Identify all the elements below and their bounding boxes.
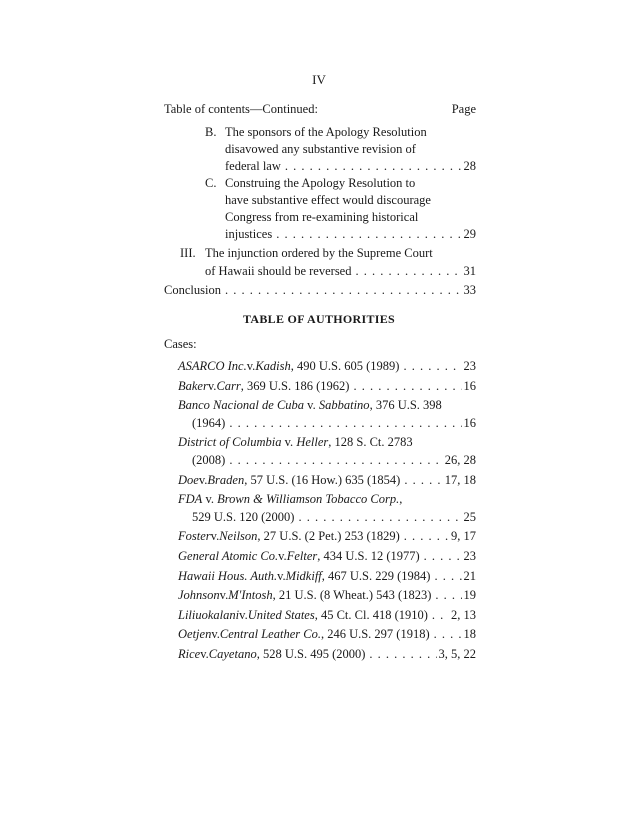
case-party-1: Rice [178, 647, 201, 661]
case-party-2: Midkiff [285, 568, 322, 583]
case-party-2: Braden [207, 472, 245, 487]
case-versus: v. [277, 568, 286, 583]
case-party-1: Banco Nacional de Cuba [178, 398, 305, 413]
authorities-title: TABLE OF AUTHORITIES [242, 312, 396, 326]
case-entry [178, 547, 476, 566]
toc-c-entry [225, 225, 476, 244]
case-versus: v. [304, 398, 319, 413]
leader-dots [225, 281, 462, 300]
case-citation: , 434 U.S. 12 (1977) [317, 549, 420, 563]
case-pages: 19 [463, 588, 476, 603]
case-entry-line2 [192, 451, 476, 470]
leader-dots [229, 414, 461, 433]
leader-dots [435, 586, 461, 605]
toc-iii-marker: III. [180, 246, 196, 260]
case-entry [178, 586, 476, 605]
case-party-2: Brown & Williamson Tobacco Corp. [217, 492, 400, 507]
cases-label: Cases: [164, 337, 197, 351]
case-versus: v. [246, 359, 256, 373]
case-entry [178, 645, 476, 664]
case-pages: 16 [463, 378, 476, 393]
case-entry [178, 471, 476, 490]
leader-dots [434, 567, 461, 586]
toc-c-marker: C. [205, 176, 217, 190]
case-pages: 21 [463, 568, 476, 583]
case-pages: 18 [463, 627, 476, 642]
toc-header-title: Table of contents—Continued: [164, 102, 318, 116]
case-party-1: District of Columbia [178, 435, 282, 450]
case-party-1: Oetjen [178, 627, 212, 642]
case-party-1: Johnson [178, 588, 220, 603]
case-party-2: Central Leather Co. [219, 627, 321, 642]
toc-iii-line1: The injunction ordered by the Supreme Court [205, 246, 433, 260]
case-entry-line1 [178, 433, 413, 452]
case-citation: , 57 U.S. (16 How.) 635 (1854) [244, 472, 401, 487]
case-entry [178, 625, 476, 644]
case-pages: 2, 13 [451, 607, 476, 622]
toc-c-page: 29 [463, 227, 476, 241]
case-entry [178, 567, 476, 586]
leader-dots [369, 645, 436, 664]
toc-b-line1: The sponsors of the Apology Resolution [225, 125, 427, 139]
leader-dots [353, 377, 461, 396]
case-party-2: Carr [216, 378, 241, 393]
case-party-1: Foster [178, 529, 211, 544]
toc-header [164, 102, 476, 117]
case-entry [178, 606, 476, 625]
toc-b-marker: B. [205, 125, 217, 139]
case-party-1: General Atomic Co. [178, 549, 279, 563]
case-pages: 26, 28 [444, 453, 476, 467]
case-party-2: M'Intosh [228, 588, 273, 603]
case-citation: , 467 U.S. 229 (1984) [321, 568, 431, 583]
page-number: IV [312, 72, 326, 87]
toc-c-line2: have substantive effect would discourage [225, 193, 431, 207]
case-citation: , 45 Ct. Cl. 418 (1910) [314, 607, 428, 622]
case-citation: , 376 U.S. 398 [369, 398, 442, 413]
case-entry-line1 [178, 490, 402, 509]
case-versus: v. [198, 472, 208, 487]
case-pages: 23 [463, 359, 476, 373]
leader-dots [434, 625, 462, 644]
case-entry [178, 357, 476, 376]
toc-iii-entry [205, 262, 476, 281]
case-versus: v. [239, 607, 248, 622]
case-party-2: United States [247, 607, 315, 622]
leader-dots [276, 225, 461, 244]
case-citation: , 21 U.S. (8 Wheat.) 543 (1823) [272, 588, 432, 603]
case-pages: 23 [463, 549, 476, 563]
case-versus: v. [278, 549, 287, 563]
toc-b-line2: disavowed any substantive revision of [225, 142, 416, 156]
case-versus: v. [207, 378, 217, 393]
toc-conclusion-entry [164, 281, 476, 300]
case-citation: , 369 U.S. 186 (1962) [240, 378, 350, 393]
leader-dots [424, 547, 462, 566]
toc-conclusion-label: Conclusion [164, 283, 221, 297]
case-pages: 3, 5, 22 [438, 647, 476, 661]
case-citation-continued: (2008) [192, 453, 226, 467]
case-citation-continued: 529 U.S. 120 (2000) [192, 509, 295, 524]
case-pages: 9, 17 [451, 529, 476, 544]
case-entry-line2 [192, 414, 476, 433]
case-citation: , 246 U.S. 297 (1918) [320, 627, 430, 642]
case-party-1: Hawaii Hous. Auth. [178, 568, 278, 583]
case-versus: v. [200, 647, 209, 661]
case-versus: v. [219, 588, 229, 603]
case-pages: 25 [463, 509, 476, 524]
toc-b-line3: federal law [225, 159, 281, 173]
case-citation: , 27 U.S. (2 Pet.) 253 (1829) [257, 529, 400, 544]
toc-iii-line2: of Hawaii should be reversed [205, 264, 352, 278]
case-party-2: Cayetano [208, 647, 257, 661]
case-pages: 17, 18 [444, 472, 476, 487]
case-party-1: ASARCO Inc. [178, 359, 247, 373]
case-entry-line2 [192, 508, 476, 527]
case-party-2: Kadish [255, 359, 291, 373]
case-entry [178, 377, 476, 396]
toc-header-page-label: Page [451, 102, 476, 116]
leader-dots [229, 451, 442, 470]
leader-dots [432, 606, 449, 625]
leader-dots [403, 357, 461, 376]
case-entry-line1 [178, 396, 442, 415]
toc-iii-page: 31 [463, 264, 476, 278]
toc-c-line4: injustices [225, 227, 273, 241]
case-party-2: Heller [296, 435, 329, 450]
leader-dots [404, 471, 442, 490]
case-citation-continued: (1964) [192, 415, 226, 430]
case-party-1: Baker [178, 378, 208, 393]
case-pages: 16 [463, 415, 476, 430]
case-entry [178, 527, 476, 546]
case-citation: , 128 S. Ct. 2783 [328, 435, 413, 450]
leader-dots [404, 527, 449, 546]
case-versus: v. [202, 492, 218, 507]
case-party-2: Neilson [219, 529, 258, 544]
case-citation: , [399, 492, 403, 507]
leader-dots [298, 508, 461, 527]
case-party-1: Liliuokalani [178, 607, 240, 622]
case-versus: v. [281, 435, 297, 450]
toc-b-page: 28 [463, 159, 476, 173]
case-versus: v. [210, 529, 220, 544]
case-party-1: Doe [178, 472, 199, 487]
case-party-2: Felter [286, 549, 318, 563]
case-citation: , 490 U.S. 605 (1989) [290, 359, 400, 373]
toc-c-line1: Construing the Apology Resolution to [225, 176, 416, 190]
case-party-1: FDA [178, 492, 203, 507]
case-versus: v. [211, 627, 220, 642]
case-citation: , 528 U.S. 495 (2000) [256, 647, 366, 661]
toc-conclusion-page: 33 [463, 283, 476, 297]
toc-c-line3: Congress from re-examining historical [225, 210, 419, 224]
case-party-2: Sabbatino [318, 398, 370, 413]
leader-dots [355, 262, 461, 281]
